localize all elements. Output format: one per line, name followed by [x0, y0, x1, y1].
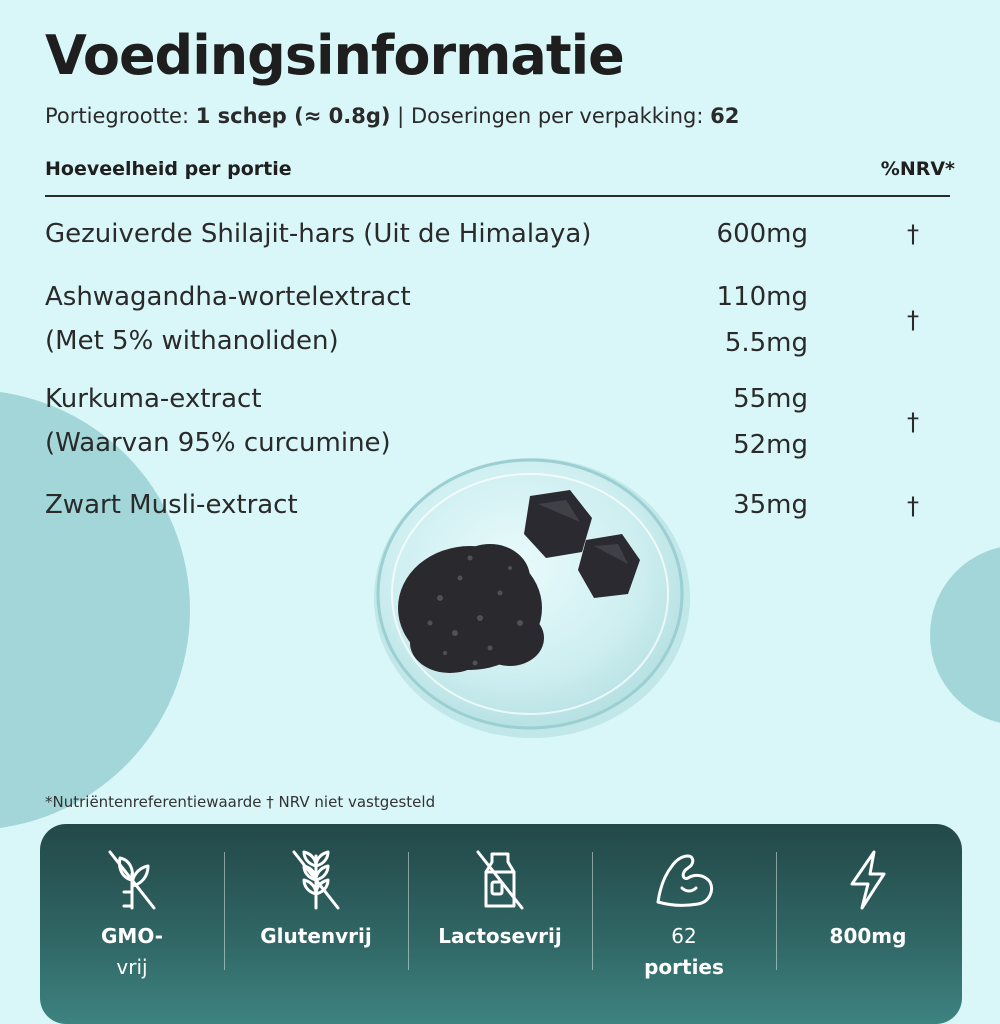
feature-gmo-label — [40, 921, 224, 983]
feature-gluten-line1: Glutenvrij — [260, 924, 372, 948]
doses-label: Doseringen per verpakking: — [410, 104, 704, 128]
ingredient-shilajit-label: Gezuiverde Shilajit-hars (Uit de Himalaya) — [45, 219, 592, 249]
serving-info — [45, 104, 739, 128]
ingredient-curcumine-amount: 52mg — [733, 430, 808, 460]
header-amount-per-serving: Hoeveelheid per portie — [45, 158, 292, 180]
serving-size-value: 1 schep (≈ 0.8g) — [195, 104, 391, 128]
features-panel — [40, 824, 962, 1024]
feature-lactose-free — [408, 824, 592, 1000]
feature-gmo-line2: vrij — [116, 955, 148, 979]
ingredient-kurkuma-nrv: † — [907, 408, 919, 436]
flexed-arm-icon — [652, 848, 716, 912]
feature-servings — [592, 824, 776, 1000]
header-divider — [45, 195, 950, 197]
ingredient-musli-nrv: † — [907, 492, 919, 520]
feature-dosage — [776, 824, 960, 1000]
feature-dosage-line1: 800mg — [829, 924, 907, 948]
ingredient-ashwagandha-nrv: † — [907, 306, 919, 334]
feature-servings-label — [592, 921, 776, 983]
ingredient-kurkuma-amount: 55mg — [733, 384, 808, 414]
ingredient-shilajit-nrv: † — [907, 220, 919, 248]
footnote: *Nutriëntenreferentiewaarde † NRV niet vastgesteld — [45, 793, 436, 811]
feature-gmo-line1: GMO- — [101, 924, 163, 948]
ingredient-withanolides-label: (Met 5% withanoliden) — [45, 326, 339, 356]
ingredient-ashwagandha-label: Ashwagandha-wortelextract — [45, 282, 411, 312]
ingredient-musli-amount: 35mg — [733, 490, 808, 520]
ingredient-ashwagandha-amount: 110mg — [716, 282, 808, 312]
serving-separator: | — [397, 104, 405, 128]
ingredient-kurkuma-label: Kurkuma-extract — [45, 384, 262, 414]
feature-dosage-label — [776, 921, 960, 952]
ingredient-curcumine-label: (Waarvan 95% curcumine) — [45, 428, 391, 458]
lightning-bolt-icon — [840, 848, 896, 912]
no-gmo-plant-icon — [104, 848, 160, 912]
page-title: Voedingsinformatie — [45, 24, 624, 87]
ingredient-musli-label: Zwart Musli-extract — [45, 490, 298, 520]
no-gluten-wheat-icon — [288, 848, 344, 912]
feature-gmo-free — [40, 824, 224, 1000]
feature-gluten-free — [224, 824, 408, 1000]
ingredient-shilajit-amount: 600mg — [716, 219, 808, 249]
feature-lactose-label — [408, 921, 592, 952]
feature-gluten-label — [224, 921, 408, 952]
shilajit-dish-image — [370, 448, 690, 738]
ingredient-withanolides-amount: 5.5mg — [724, 328, 808, 358]
feature-servings-line2: porties — [644, 955, 724, 979]
feature-servings-line1: 62 — [671, 924, 697, 948]
serving-size-label: Portiegrootte: — [45, 104, 190, 128]
feature-lactose-line1: Lactosevrij — [438, 924, 562, 948]
no-lactose-milk-icon — [472, 848, 528, 912]
header-nrv: %NRV* — [880, 158, 955, 180]
table-header — [45, 158, 955, 180]
doses-value: 62 — [710, 104, 740, 128]
decorative-circle-right — [930, 545, 1000, 725]
